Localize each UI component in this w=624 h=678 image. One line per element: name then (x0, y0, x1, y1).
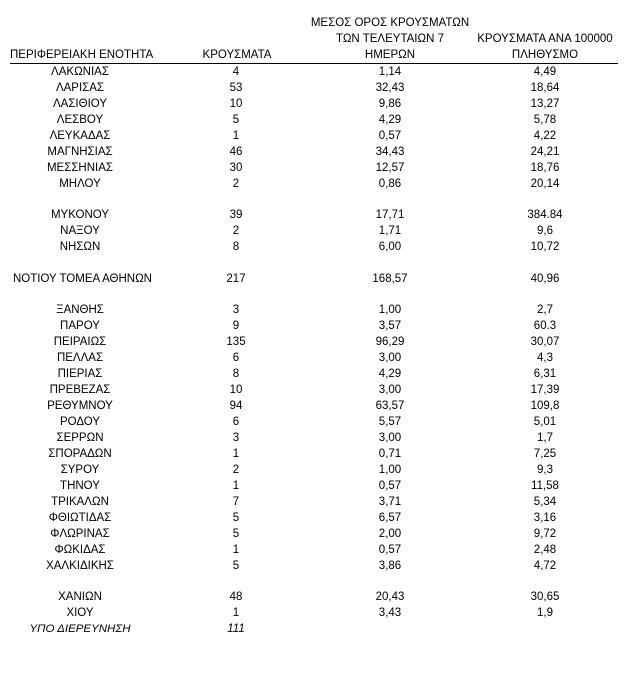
region-cell: ΧΙΟΥ (66, 607, 94, 619)
cases-cell: 6 (232, 416, 240, 428)
per-cell: 30,07 (530, 336, 560, 348)
avg-cell: 3,57 (378, 320, 402, 332)
cases-cell: 48 (229, 591, 243, 603)
table-row (0, 430, 624, 446)
region-cell: ΝΗΣΩΝ (59, 241, 101, 253)
avg-cell: 20,43 (375, 591, 405, 603)
avg-cell: 9,86 (378, 98, 402, 110)
header-per-line1: ΚΡΟΥΣΜΑΤΑ ΑΝΑ 100000 (477, 33, 613, 45)
avg-cell: 1,00 (378, 464, 402, 476)
region-cell: ΤΡΙΚΑΛΩΝ (51, 496, 109, 508)
cases-cell: 1 (232, 130, 240, 142)
region-cell: ΠΑΡΟΥ (60, 320, 100, 332)
cases-cell: 2 (232, 225, 240, 237)
cases-cell: 1 (232, 607, 240, 619)
region-cell: ΣΥΡΟΥ (60, 464, 100, 476)
header-avg-line1: ΜΕΣΟΣ ΟΡΟΣ ΚΡΟΥΣΜΑΤΩΝ (310, 17, 470, 29)
per-cell: 10,72 (530, 241, 560, 253)
avg-cell: 32,43 (375, 82, 405, 94)
avg-cell: 0,57 (378, 480, 402, 492)
region-cell: ΡΟΔΟΥ (59, 416, 101, 428)
table-row (0, 414, 624, 430)
table-row (0, 160, 624, 176)
per-cell: 4,3 (537, 352, 553, 364)
table-row (0, 144, 624, 160)
cases-cell: 53 (229, 82, 243, 94)
header-cases-per-100000 (465, 31, 624, 63)
avg-cell: 6,00 (378, 241, 402, 253)
avg-cell: 3,00 (378, 432, 402, 444)
per-cell: 2,48 (533, 544, 557, 556)
avg-cell: 17,71 (375, 209, 405, 221)
avg-cell: 2,00 (378, 528, 402, 540)
region-cell: ΝΑΞΟΥ (60, 225, 100, 237)
avg-cell: 3,43 (378, 607, 402, 619)
per-cell: 4,22 (533, 130, 557, 142)
avg-cell: 0,71 (378, 448, 402, 460)
avg-cell: 168,57 (372, 273, 408, 285)
table-row (0, 271, 624, 287)
cases-cell: 4 (232, 66, 240, 78)
cases-cell: 135 (226, 336, 246, 348)
cases-cell: 3 (232, 304, 240, 316)
table-row (0, 478, 624, 494)
avg-cell: 3,00 (378, 384, 402, 396)
avg-cell: 4,29 (378, 368, 402, 380)
table-row (0, 80, 624, 96)
avg-cell: 34,43 (375, 146, 405, 158)
avg-cell: 0,86 (378, 178, 402, 190)
header-per-line2: ΠΛΗΘΥΣΜΟ (511, 49, 579, 61)
region-cell: ΦΛΩΡΙΝΑΣ (50, 528, 110, 540)
avg-cell: 0,57 (378, 544, 402, 556)
cases-cell: 5 (232, 114, 240, 126)
per-cell: 13,27 (530, 98, 560, 110)
per-cell: 5,01 (533, 416, 557, 428)
region-cell: ΛΕΥΚΑΔΑΣ (49, 130, 111, 142)
per-cell: 30,65 (530, 591, 560, 603)
cases-cell: 46 (229, 146, 243, 158)
table-row (0, 589, 624, 605)
region-cell: ΛΑΚΩΝΙΑΣ (51, 66, 109, 78)
cases-cell: 10 (229, 98, 243, 110)
per-cell: 6,31 (533, 368, 557, 380)
per-cell: 40,96 (530, 273, 560, 285)
avg-cell: 96,29 (375, 336, 405, 348)
region-cell: ΧΑΝΙΩΝ (58, 591, 102, 603)
cases-cell: 5 (232, 560, 240, 572)
per-cell: 9,72 (533, 528, 557, 540)
region-cell: ΜΗΛΟΥ (59, 178, 101, 190)
cases-cell: 8 (232, 241, 240, 253)
avg-cell: 1,00 (378, 304, 402, 316)
header-avg-cases (305, 15, 475, 63)
avg-cell: 1,14 (378, 66, 402, 78)
cases-cell: 5 (232, 528, 240, 540)
table-row (0, 112, 624, 128)
per-cell: 5,34 (533, 496, 557, 508)
per-cell: 18,76 (530, 162, 560, 174)
table-row (0, 318, 624, 334)
region-cell: ΣΠΟΡΑΔΩΝ (48, 448, 112, 460)
table-row (0, 96, 624, 112)
table-row (0, 350, 624, 366)
avg-cell: 6,57 (378, 512, 402, 524)
cases-cell: 2 (232, 178, 240, 190)
table-row (0, 302, 624, 318)
per-cell: 109,8 (530, 400, 560, 412)
cases-cell: 111 (227, 623, 245, 635)
cases-cell: 94 (229, 400, 243, 412)
table-row (0, 446, 624, 462)
cases-cell: 5 (232, 512, 240, 524)
cases-cell: 1 (232, 480, 240, 492)
cases-cell: 8 (232, 368, 240, 380)
region-cell: ΞΑΝΘΗΣ (56, 304, 104, 316)
avg-cell: 5,57 (378, 416, 402, 428)
table-row-under-investigation (0, 621, 624, 637)
region-cell: ΛΑΣΙΘΙΟΥ (52, 98, 108, 110)
region-cell: ΜΥΚΟΝΟΥ (50, 209, 110, 221)
region-cell: ΠΙΕΡΙΑΣ (57, 368, 103, 380)
table-row (0, 558, 624, 574)
table-row (0, 510, 624, 526)
per-cell: 17,39 (530, 384, 560, 396)
per-cell: 5,78 (533, 114, 557, 126)
per-cell: 18,64 (530, 82, 560, 94)
cases-cell: 10 (229, 384, 243, 396)
per-cell: 24,21 (530, 146, 560, 158)
header-region: ΠΕΡΙΦΕΡΕΙΑΚΗ ΕΝΟΤΗΤΑ (10, 49, 154, 61)
avg-cell: 63,57 (375, 400, 405, 412)
region-cell: ΜΑΓΝΗΣΙΑΣ (47, 146, 113, 158)
cases-cell: 1 (232, 448, 240, 460)
cases-cell: 3 (232, 432, 240, 444)
avg-cell: 3,86 (378, 560, 402, 572)
region-cell: ΥΠΟ ΔΙΕΡΕΥΝΗΣΗ (29, 623, 131, 635)
cases-cell: 9 (232, 320, 240, 332)
cases-cell: 39 (229, 209, 243, 221)
region-cell: ΤΗΝΟΥ (60, 480, 100, 492)
table-row (0, 128, 624, 144)
avg-cell: 3,71 (378, 496, 402, 508)
avg-cell: 3,00 (378, 352, 402, 364)
per-cell: 9,6 (537, 225, 553, 237)
region-cell: ΡΕΘΥΜΝΟΥ (47, 400, 113, 412)
table-row (0, 398, 624, 414)
per-cell: 1,7 (537, 432, 553, 444)
region-cell: ΦΘΙΩΤΙΔΑΣ (48, 512, 112, 524)
region-cell: ΜΕΣΣΗΝΙΑΣ (46, 162, 114, 174)
cases-cell: 6 (232, 352, 240, 364)
region-cell: ΛΑΡΙΣΑΣ (55, 82, 105, 94)
per-cell: 9,3 (537, 464, 553, 476)
per-cell: 20,14 (530, 178, 560, 190)
per-cell: 384.84 (527, 209, 563, 221)
avg-cell: 1,71 (378, 225, 402, 237)
cases-cell: 2 (232, 464, 240, 476)
per-cell: 7,25 (533, 448, 557, 460)
avg-cell: 4,29 (378, 114, 402, 126)
table-row (0, 207, 624, 223)
cases-cell: 7 (232, 496, 240, 508)
per-cell: 4,72 (533, 560, 557, 572)
table-row (0, 366, 624, 382)
per-cell: 60.3 (533, 320, 557, 332)
avg-cell: 12,57 (375, 162, 405, 174)
table-row (0, 462, 624, 478)
table-row (0, 176, 624, 192)
per-cell: 4,49 (533, 66, 557, 78)
table-row (0, 605, 624, 621)
header-cases: ΚΡΟΥΣΜΑΤΑ (202, 49, 272, 61)
region-cell: ΠΕΛΛΑΣ (56, 352, 104, 364)
table-row (0, 223, 624, 239)
per-cell: 1,9 (537, 607, 553, 619)
avg-cell: 0,57 (378, 130, 402, 142)
region-cell: ΧΑΛΚΙΔΙΚΗΣ (46, 560, 114, 572)
per-cell: 11,58 (531, 480, 559, 492)
table-row (0, 64, 624, 80)
table-row (0, 494, 624, 510)
region-cell: ΦΩΚΙΔΑΣ (54, 544, 106, 556)
region-cell: ΝΟΤΙΟΥ ΤΟΜΕΑ ΑΘΗΝΩΝ (13, 273, 152, 285)
header-avg-line3: ΗΜΕΡΩΝ (364, 49, 416, 61)
region-cell: ΛΕΣΒΟΥ (56, 114, 104, 126)
per-cell: 3,16 (533, 512, 557, 524)
table-row (0, 542, 624, 558)
table-row (0, 382, 624, 398)
cases-cell: 217 (226, 273, 246, 285)
table-row (0, 526, 624, 542)
table-row (0, 239, 624, 255)
header-avg-line2: ΤΩΝ ΤΕΛΕΥΤΑΙΩΝ 7 (336, 33, 444, 45)
table-row (0, 334, 624, 350)
cases-cell: 30 (229, 162, 243, 174)
cases-cell: 1 (232, 544, 240, 556)
per-cell: 2,7 (537, 304, 553, 316)
region-cell: ΠΡΕΒΕΖΑΣ (49, 384, 111, 396)
region-cell: ΠΕΙΡΑΙΩΣ (53, 336, 107, 348)
region-cell: ΣΕΡΡΩΝ (56, 432, 104, 444)
